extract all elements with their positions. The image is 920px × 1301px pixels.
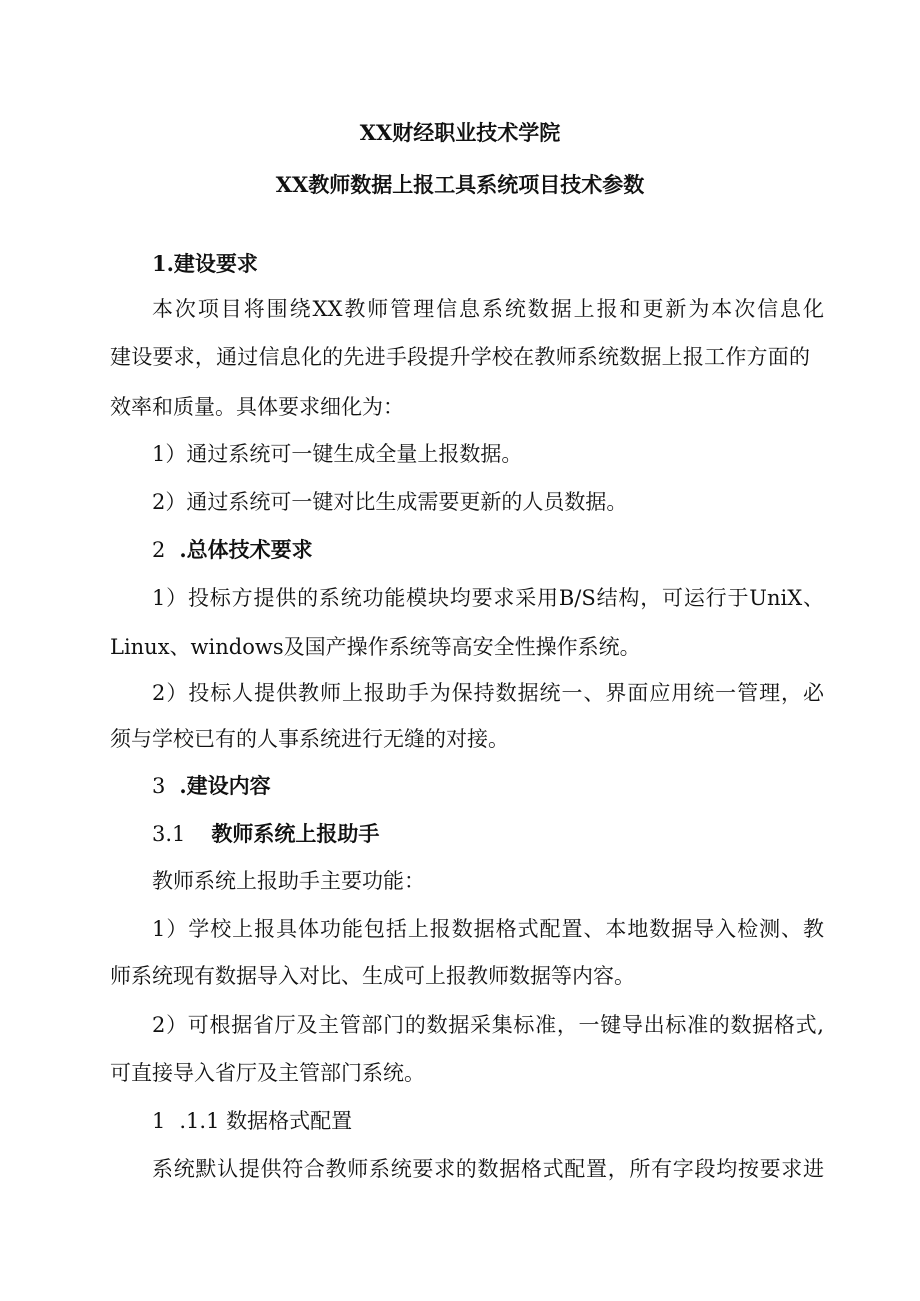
section-2-item-1-line-1: 1）投标方提供的系统功能模块均要求采用B/S结构，可运行于UniX、 (152, 586, 824, 610)
section-3-heading-text: .建设内容 (179, 773, 271, 798)
section-3-1-item-1-line-2: 师系统现有数据导入对比、生成可上报教师数据等内容。 (110, 964, 635, 988)
section-2-heading-number: 2 (152, 538, 166, 562)
section-3-1-item-2-line-2: 可直接导入省厅及主管部门系统。 (110, 1061, 425, 1085)
section-3-1-heading (152, 819, 379, 849)
section-3-1-1-heading-number: 1 (152, 1109, 166, 1133)
section-3-heading-number: 3 (152, 774, 166, 798)
section-1-paragraph-line-3: 效率和质量。具体要求细化为： (110, 395, 404, 419)
section-1-paragraph-line-2: 建设要求，通过信息化的先进手段提升学校在教师系统数据上报工作方面的 (110, 345, 810, 369)
section-1-item-1: 1）通过系统可一键生成全量上报数据。 (152, 442, 523, 466)
document-title-project: XX教师数据上报工具系统项目技术参数 (275, 172, 645, 197)
section-1-item-2: 2）通过系统可一键对比生成需要更新的人员数据。 (152, 490, 628, 514)
document-title-institution: XX财经职业技术学院 (359, 120, 561, 145)
section-3-1-1-heading-text: .1.1 数据格式配置 (179, 1109, 353, 1133)
section-3-1-item-2-line-1: 2）可根据省厅及主管部门的数据采集标准，一键导出标准的数据格式, (152, 1013, 824, 1037)
section-2-item-1-line-2: Linux、windows及国产操作系统等高安全性操作系统。 (110, 635, 641, 659)
section-3-1-heading-text: 教师系统上报助手 (211, 821, 380, 846)
section-3-heading (152, 771, 271, 801)
section-1-paragraph-line-1: 本次项目将围绕XX教师管理信息系统数据上报和更新为本次信息化 (152, 297, 824, 321)
section-2-item-2-line-1: 2）投标人提供教师上报助手为保持数据统一、界面应用统一管理，必 (152, 681, 824, 705)
section-2-heading (152, 535, 313, 565)
section-3-1-item-1-line-1: 1）学校上报具体功能包括上报数据格式配置、本地数据导入检测、教 (152, 917, 824, 941)
section-3-1-1-paragraph-line-1: 系统默认提供符合教师系统要求的数据格式配置，所有字段均按要求进 (152, 1157, 824, 1181)
section-1-heading: 1.建设要求 (152, 251, 258, 276)
section-3-1-heading-number: 3.1 (152, 822, 186, 846)
section-2-heading-text: .总体技术要求 (179, 537, 313, 562)
section-3-1-intro: 教师系统上报助手主要功能： (152, 869, 425, 893)
section-2-item-2-line-2: 须与学校已有的人事系统进行无缝的对接。 (110, 727, 509, 751)
section-3-1-1-heading (152, 1106, 352, 1136)
